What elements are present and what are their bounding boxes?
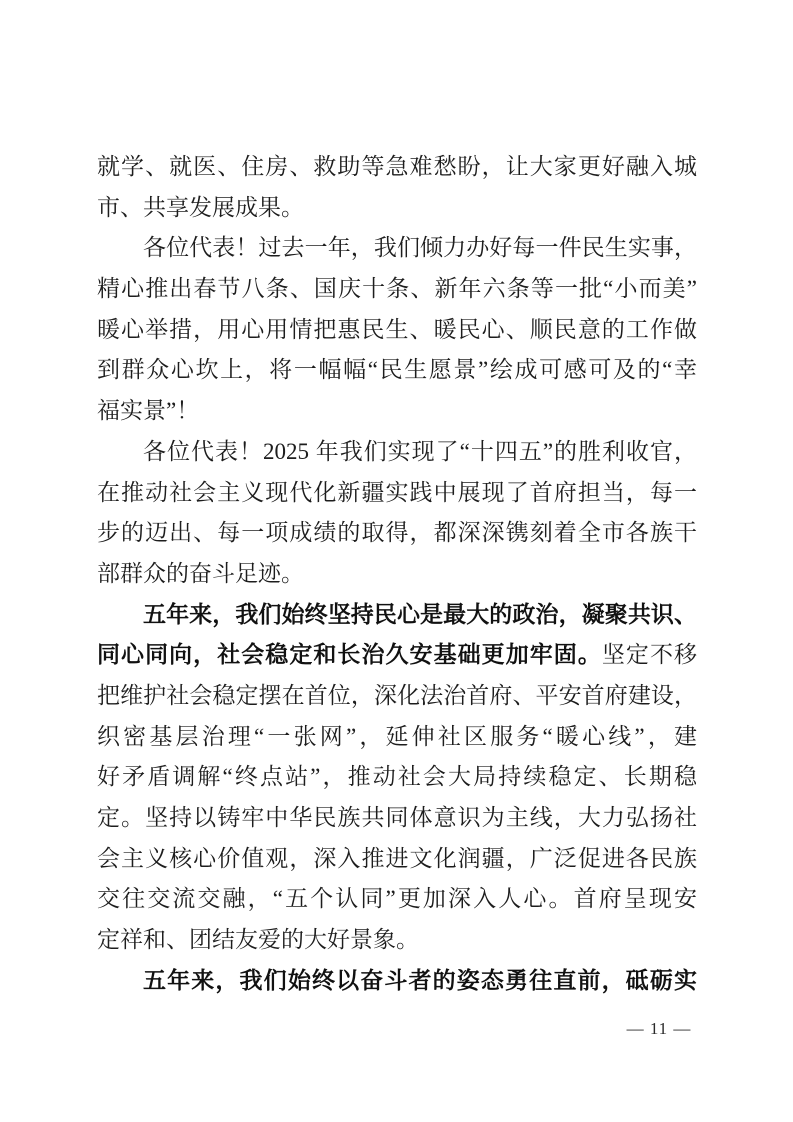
text-segment: 定祥和、团结友爱的大好景象。 (97, 927, 419, 953)
document-line (97, 432, 697, 473)
text-segment: 交往交流交融，“五个认同”更加深入人心。首府呈现安 (97, 886, 697, 912)
document-line (97, 798, 697, 839)
text-segment: 各位代表！过去一年，我们倾力办好每一件民生实事， (143, 235, 697, 261)
document-line (97, 554, 697, 595)
bold-text-segment: 五年来，我们始终坚持民心是最大的政治，凝聚共识、 (143, 601, 697, 627)
document-line (97, 961, 697, 1002)
document-line (97, 839, 697, 880)
document-line (97, 350, 697, 391)
document-line (97, 757, 697, 798)
text-segment: 暖心举措，用心用情把惠民生、暖民心、顺民意的工作做 (97, 316, 697, 342)
text-segment: 好矛盾调解“终点站”，推动社会大局持续稳定、长期稳 (97, 764, 697, 790)
document-line (97, 147, 697, 188)
text-segment: 精心推出春节八条、国庆十条、新年六条等一批“小而美” (97, 276, 697, 302)
text-segment: 定。坚持以铸牢中华民族共同体意识为主线，大力弘扬社 (97, 805, 697, 830)
text-segment: 就学、就医、住房、救助等急难愁盼，让大家更好融入城 (97, 154, 697, 179)
document-line (97, 879, 697, 920)
document-line (97, 676, 697, 717)
text-segment: 市、共享发展成果。 (97, 194, 304, 220)
text-segment: 在推动社会主义现代化新疆实践中展现了首府担当，每一 (97, 479, 697, 505)
bold-text-segment: 五年来，我们始终以奋斗者的姿态勇往直前，砥砺实 (143, 967, 697, 993)
document-line (97, 269, 697, 310)
document-line (97, 310, 697, 351)
document-line (97, 188, 697, 229)
text-segment: 织密基层治理“一张网”，延伸社区服务“暖心线”，建 (97, 723, 697, 749)
document-line (97, 391, 697, 432)
text-segment: 到群众心坎上，将一幅幅“民生愿景”绘成可感可及的“幸 (97, 357, 697, 383)
text-segment: 把维护社会稳定摆在首位，深化法治首府、平安首府建设， (97, 682, 697, 708)
document-line (97, 920, 697, 961)
text-segment: 会主义核心价值观，深入推进文化润疆，广泛促进各民族 (97, 845, 697, 871)
document-line (97, 717, 697, 758)
text-segment: 部群众的奋斗足迹。 (97, 560, 304, 586)
document-line (97, 595, 697, 636)
bold-text-segment: 同心同向，社会稳定和长治久安基础更加牢固。 (97, 642, 602, 668)
document-line (97, 635, 697, 676)
text-segment: 步的迈出、每一项成绩的取得，都深深镌刻着全市各族干 (97, 520, 697, 546)
text-segment: 福实景”！ (97, 398, 200, 424)
document-body (97, 147, 697, 1001)
text-segment: 坚定不移 (601, 642, 697, 668)
text-segment: 各位代表！2025 年我们实现了“十四五”的胜利收官， (143, 438, 697, 464)
page-number: — 11 — (626, 1019, 692, 1038)
document-line (97, 473, 697, 514)
document-line (97, 513, 697, 554)
document-line (97, 228, 697, 269)
